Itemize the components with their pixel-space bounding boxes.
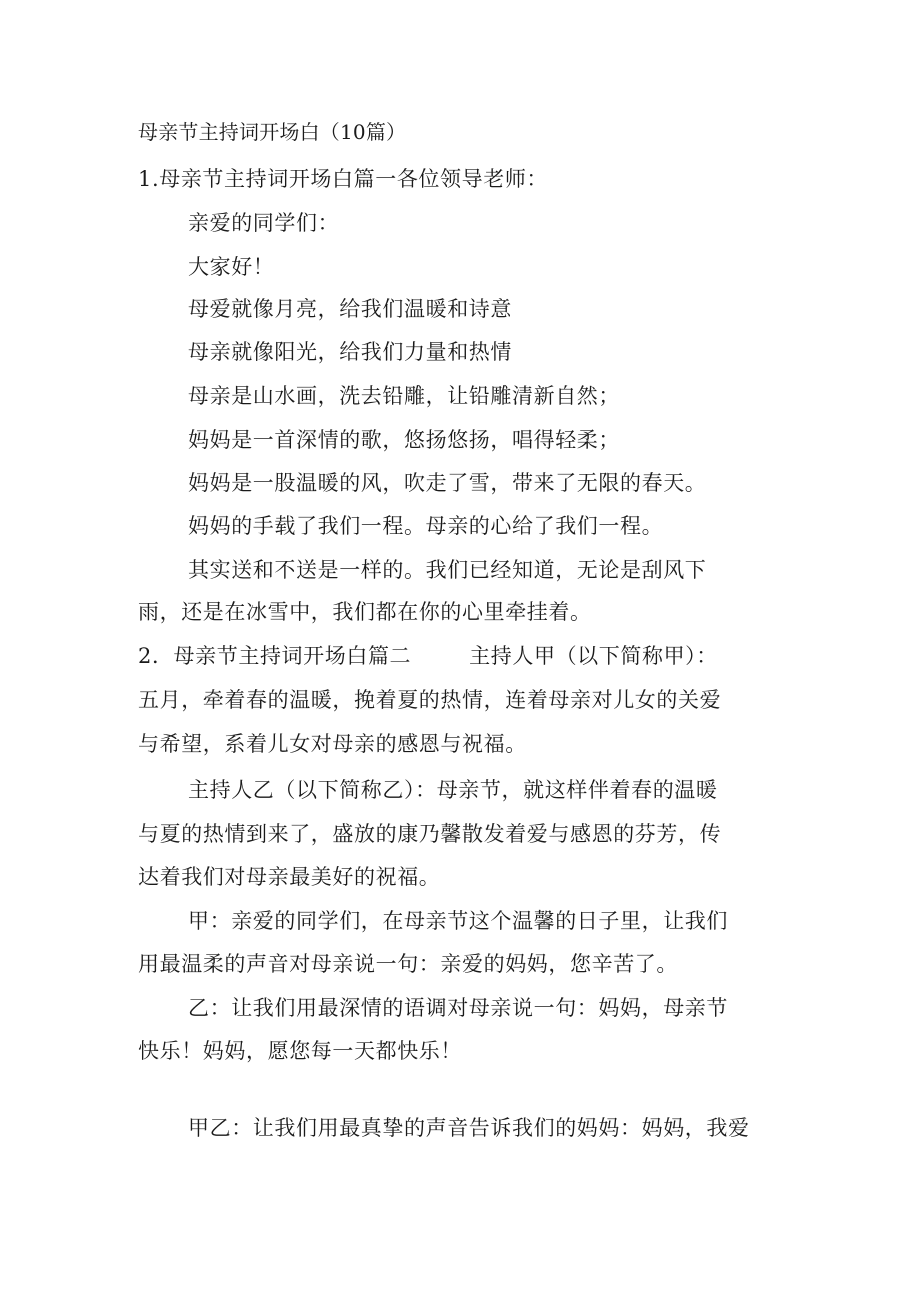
paragraph-line: 主持人乙（以下简称乙）：母亲节，就这样伴着春的温暖	[188, 778, 718, 802]
section2-heading-left: 2．母亲节主持词开场白篇二	[138, 644, 412, 668]
paragraph-line: 与夏的热情到来了，盛放的康乃馨散发着爱与感恩的芬芳，传	[138, 822, 722, 846]
poem-line: 母亲就像阳光，给我们力量和热情	[188, 340, 512, 364]
poem-line: 妈妈是一首深情的歌，悠扬悠扬，唱得轻柔；	[188, 428, 620, 452]
paragraph-line: 乙：让我们用最深情的语调对母亲说一句：妈妈，母亲节	[188, 996, 728, 1020]
paragraph-line: 用最温柔的声音对母亲说一句：亲爱的妈妈，您辛苦了。	[138, 952, 678, 976]
paragraph-line: 甲乙：让我们用最真挚的声音告诉我们的妈妈：妈妈，我爱	[188, 1116, 750, 1140]
section2-heading	[138, 642, 718, 670]
paragraph-line: 达着我们对母亲最美好的祝福。	[138, 865, 441, 889]
document-title: 母亲节主持词开场白（10篇）	[138, 120, 407, 144]
poem-line: 母爱就像月亮，给我们温暖和诗意	[188, 297, 512, 321]
section1-heading: 1.母亲节主持词开场白篇一各位领导老师：	[138, 167, 549, 191]
poem-line: 妈妈是一股温暖的风，吹走了雪，带来了无限的春天。	[188, 471, 707, 495]
paragraph-line: 五月，牵着春的温暖，挽着夏的热情，连着母亲对儿女的关爱	[138, 688, 722, 712]
poem-line: 妈妈的手载了我们一程。母亲的心给了我们一程。	[188, 514, 664, 538]
hello-line: 大家好！	[188, 255, 275, 279]
poem-line: 母亲是山水画，洗去铅雕，让铅雕清新自然；	[188, 384, 620, 408]
section2-heading-right: 主持人甲（以下简称甲）：	[469, 644, 718, 668]
paragraph-line: 快乐！妈妈，愿您每一天都快乐！	[138, 1039, 462, 1063]
closing-line: 雨，还是在冰雪中，我们都在你的心里牵挂着。	[138, 600, 592, 624]
paragraph-line: 甲：亲爱的同学们，在母亲节这个温馨的日子里，让我们	[188, 909, 728, 933]
closing-line: 其实送和不送是一样的。我们已经知道，无论是刮风下	[188, 558, 707, 582]
paragraph-line: 与希望，系着儿女对母亲的感恩与祝福。	[138, 732, 527, 756]
greeting-line: 亲爱的同学们：	[188, 211, 340, 235]
